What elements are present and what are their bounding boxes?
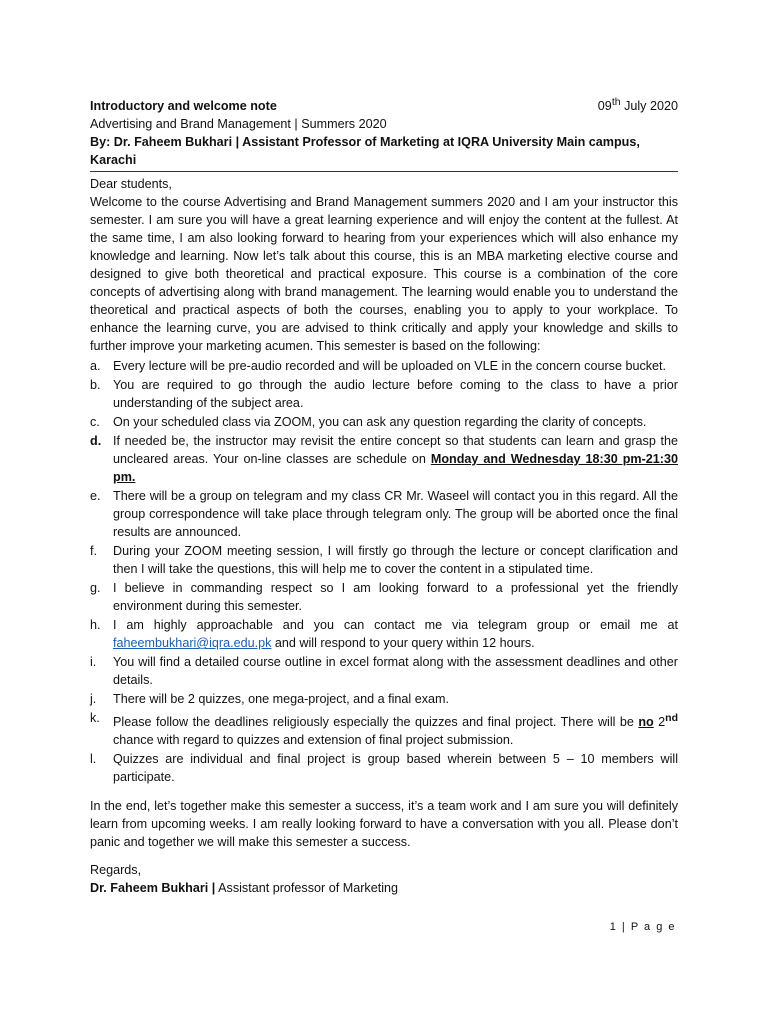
list-item [90,579,678,615]
date-suffix: th [611,96,621,108]
emphasis-no: no [638,715,654,730]
list-item-text: You will find a detailed course outline in excel format along with the assessment deadlines and other details. [113,655,678,688]
email-link[interactable]: faheembukhari@iqra.edu.pk [113,636,272,651]
ordinal-suffix: nd [665,712,678,725]
list-item [90,616,678,652]
intro-paragraph: Welcome to the course Advertising and Brand Management summers 2020 and I am your instructor this semester. I am sure you will have a great learning experience and will enjoy the content at the fullest. At the same time, I am also looking forward to hearing from your experiences which will also enhance my knowledge and learning. Now let’s talk about this course, this is an MBA marketing elective course and designed to give both theoretical and practical exposure. This course is a combination of the core concepts of advertising along with brand management. The learning would enable you to understand the theoretical and practical aspects of both the courses, enabling you to apply to your workplace. To enhance the learning curve, you are advised to think critically and apply your knowledge and skills to further improve your marketing acumen. This semester is based on the following: [90,195,678,354]
class-schedule: Monday and Wednesday 18:30 pm-21:30 pm. [113,452,678,485]
list-item-text: Please follow the deadlines religiously especially the quizzes and final project. There will be [113,715,639,730]
title-row [90,93,678,115]
list-item [90,542,678,578]
list-item [90,653,678,689]
list-marker: l. [90,752,97,767]
list-marker: b. [90,378,101,393]
course-line: Advertising and Brand Management | Summers 2020 [90,117,387,132]
list-item [90,376,678,412]
list-item-text: You are required to go through the audio lecture before coming to the class to have a prior understanding of the subject area. [113,378,678,411]
list-marker: k. [90,711,100,726]
list-item [90,487,678,541]
list-item [90,432,678,486]
list-item-text: If needed be, the instructor may revisit the entire concept so that students can learn and grasp the uncleared areas. Your on-line classes are schedule on [113,434,678,467]
date-day: 09 [597,99,612,114]
list-marker: j. [90,692,97,707]
list-item-text: There will be a group on telegram and my class CR Mr. Waseel will contact you in this regard. All the group correspondence will take place through telegram only. The group will be aborted once the final results are announced. [113,489,678,540]
list-item-text: There will be 2 quizzes, one mega-project, and a final exam. [113,692,450,707]
ordinal-number: 2 [658,715,666,730]
spacer [90,787,678,797]
list-item-text: On your scheduled class via ZOOM, you can ask any question regarding the clarity of concepts. [113,415,647,430]
page-number: 1 | P a g e [609,921,676,933]
list-marker: f. [90,544,97,559]
points-list [90,357,678,786]
document-title: Introductory and welcome note [90,99,277,114]
letter-header [90,93,678,172]
regards-line: Regards, [90,863,142,878]
closing-paragraph: In the end, let’s together make this semester a success, it’s a team work and I am sure you will definitely learn from upcoming weeks. I am really looking forward to have a conversation with you all. Please don’t panic and together we will make this semester a success. [90,799,678,850]
list-item [90,357,678,375]
list-marker: d. [90,434,102,449]
list-item-text: Quizzes are individual and final project is group based wherein between 5 – 10 members will participate. [113,752,678,785]
list-item [90,709,678,749]
list-item-text: During your ZOOM meeting session, I will firstly go through the lecture or concept clarification and then I will take the questions, this will help me to cover the content in a stipulated time. [113,544,678,577]
list-marker: i. [90,655,97,670]
list-item-text-after: and will respond to your query within 12 hours. [271,636,535,651]
list-item-text: I am highly approachable and you can contact me via telegram group or email me at [113,618,678,633]
date-rest: July 2020 [620,99,678,114]
list-marker: e. [90,489,101,504]
signature-name: Dr. Faheem Bukhari | [90,881,216,896]
list-item [90,690,678,708]
list-item-text-after: chance with regard to quizzes and extension of final project submission. [113,733,514,748]
list-marker: g. [90,581,101,596]
letter-content [90,93,678,897]
list-item-text: I believe in commanding respect so I am looking forward to a professional yet the friendly environment during this semester. [113,581,678,614]
list-item [90,413,678,431]
signature-line [90,879,678,897]
signature-title: Assistant professor of Marketing [215,881,399,896]
list-marker: c. [90,415,100,430]
list-item-text: Every lecture will be pre-audio recorded and will be uploaded on VLE in the concern course bucket. [113,359,667,374]
author-line: By: Dr. Faheem Bukhari | Assistant Professor of Marketing at IQRA University Main campus, Karachi [90,135,640,168]
list-item [90,750,678,786]
document-date [598,93,678,115]
spacer [90,851,678,861]
list-marker: h. [90,618,101,633]
salutation: Dear students, [90,177,172,192]
list-marker: a. [90,359,101,374]
